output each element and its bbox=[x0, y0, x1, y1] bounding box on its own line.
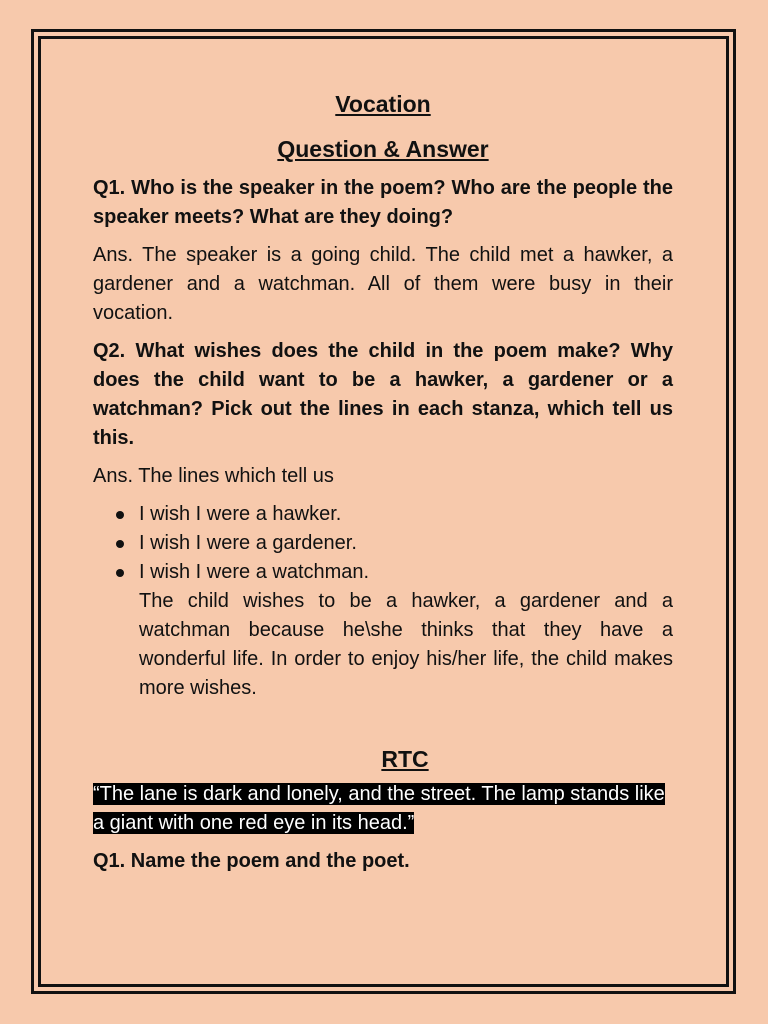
answer-1: Ans. The speaker is a going child. The child met a hawker, a gardener and a watchman. All of them were busy in their vocation. bbox=[93, 244, 673, 324]
list-item: I wish I were a hawker. bbox=[139, 500, 673, 529]
question-1: Q1. Who is the speaker in the poem? Who are the people the speaker meets? What are they doing? bbox=[93, 177, 673, 228]
answer-2-intro: Ans. The lines which tell us bbox=[93, 465, 334, 487]
rtc-question-1: Q1. Name the poem and the poet. bbox=[93, 850, 410, 872]
rtc-quote bbox=[93, 780, 673, 838]
rtc-heading: RTC bbox=[381, 746, 429, 772]
highlighted-quote-text: “The lane is dark and lonely, and the street. The lamp stands like a giant with one red eye in its head.” bbox=[93, 783, 665, 834]
answer-2-explanation: The child wishes to be a hawker, a gardener and a watchman because he\she thinks that they have a wonderful life. In order to enjoy his/her life, the child makes more wishes. bbox=[139, 590, 673, 699]
page-title: Vocation bbox=[335, 91, 431, 117]
list-item: I wish I were a watchman. bbox=[139, 558, 673, 587]
document-content bbox=[93, 86, 673, 885]
section-subtitle: Question & Answer bbox=[277, 136, 489, 162]
list-item: I wish I were a gardener. bbox=[139, 529, 673, 558]
question-2: Q2. What wishes does the child in the poem make? Why does the child want to be a hawker, a gardener or a watchman? Pick out the lines in each stanza, which tell us this. bbox=[93, 340, 673, 449]
wish-list bbox=[93, 500, 673, 587]
